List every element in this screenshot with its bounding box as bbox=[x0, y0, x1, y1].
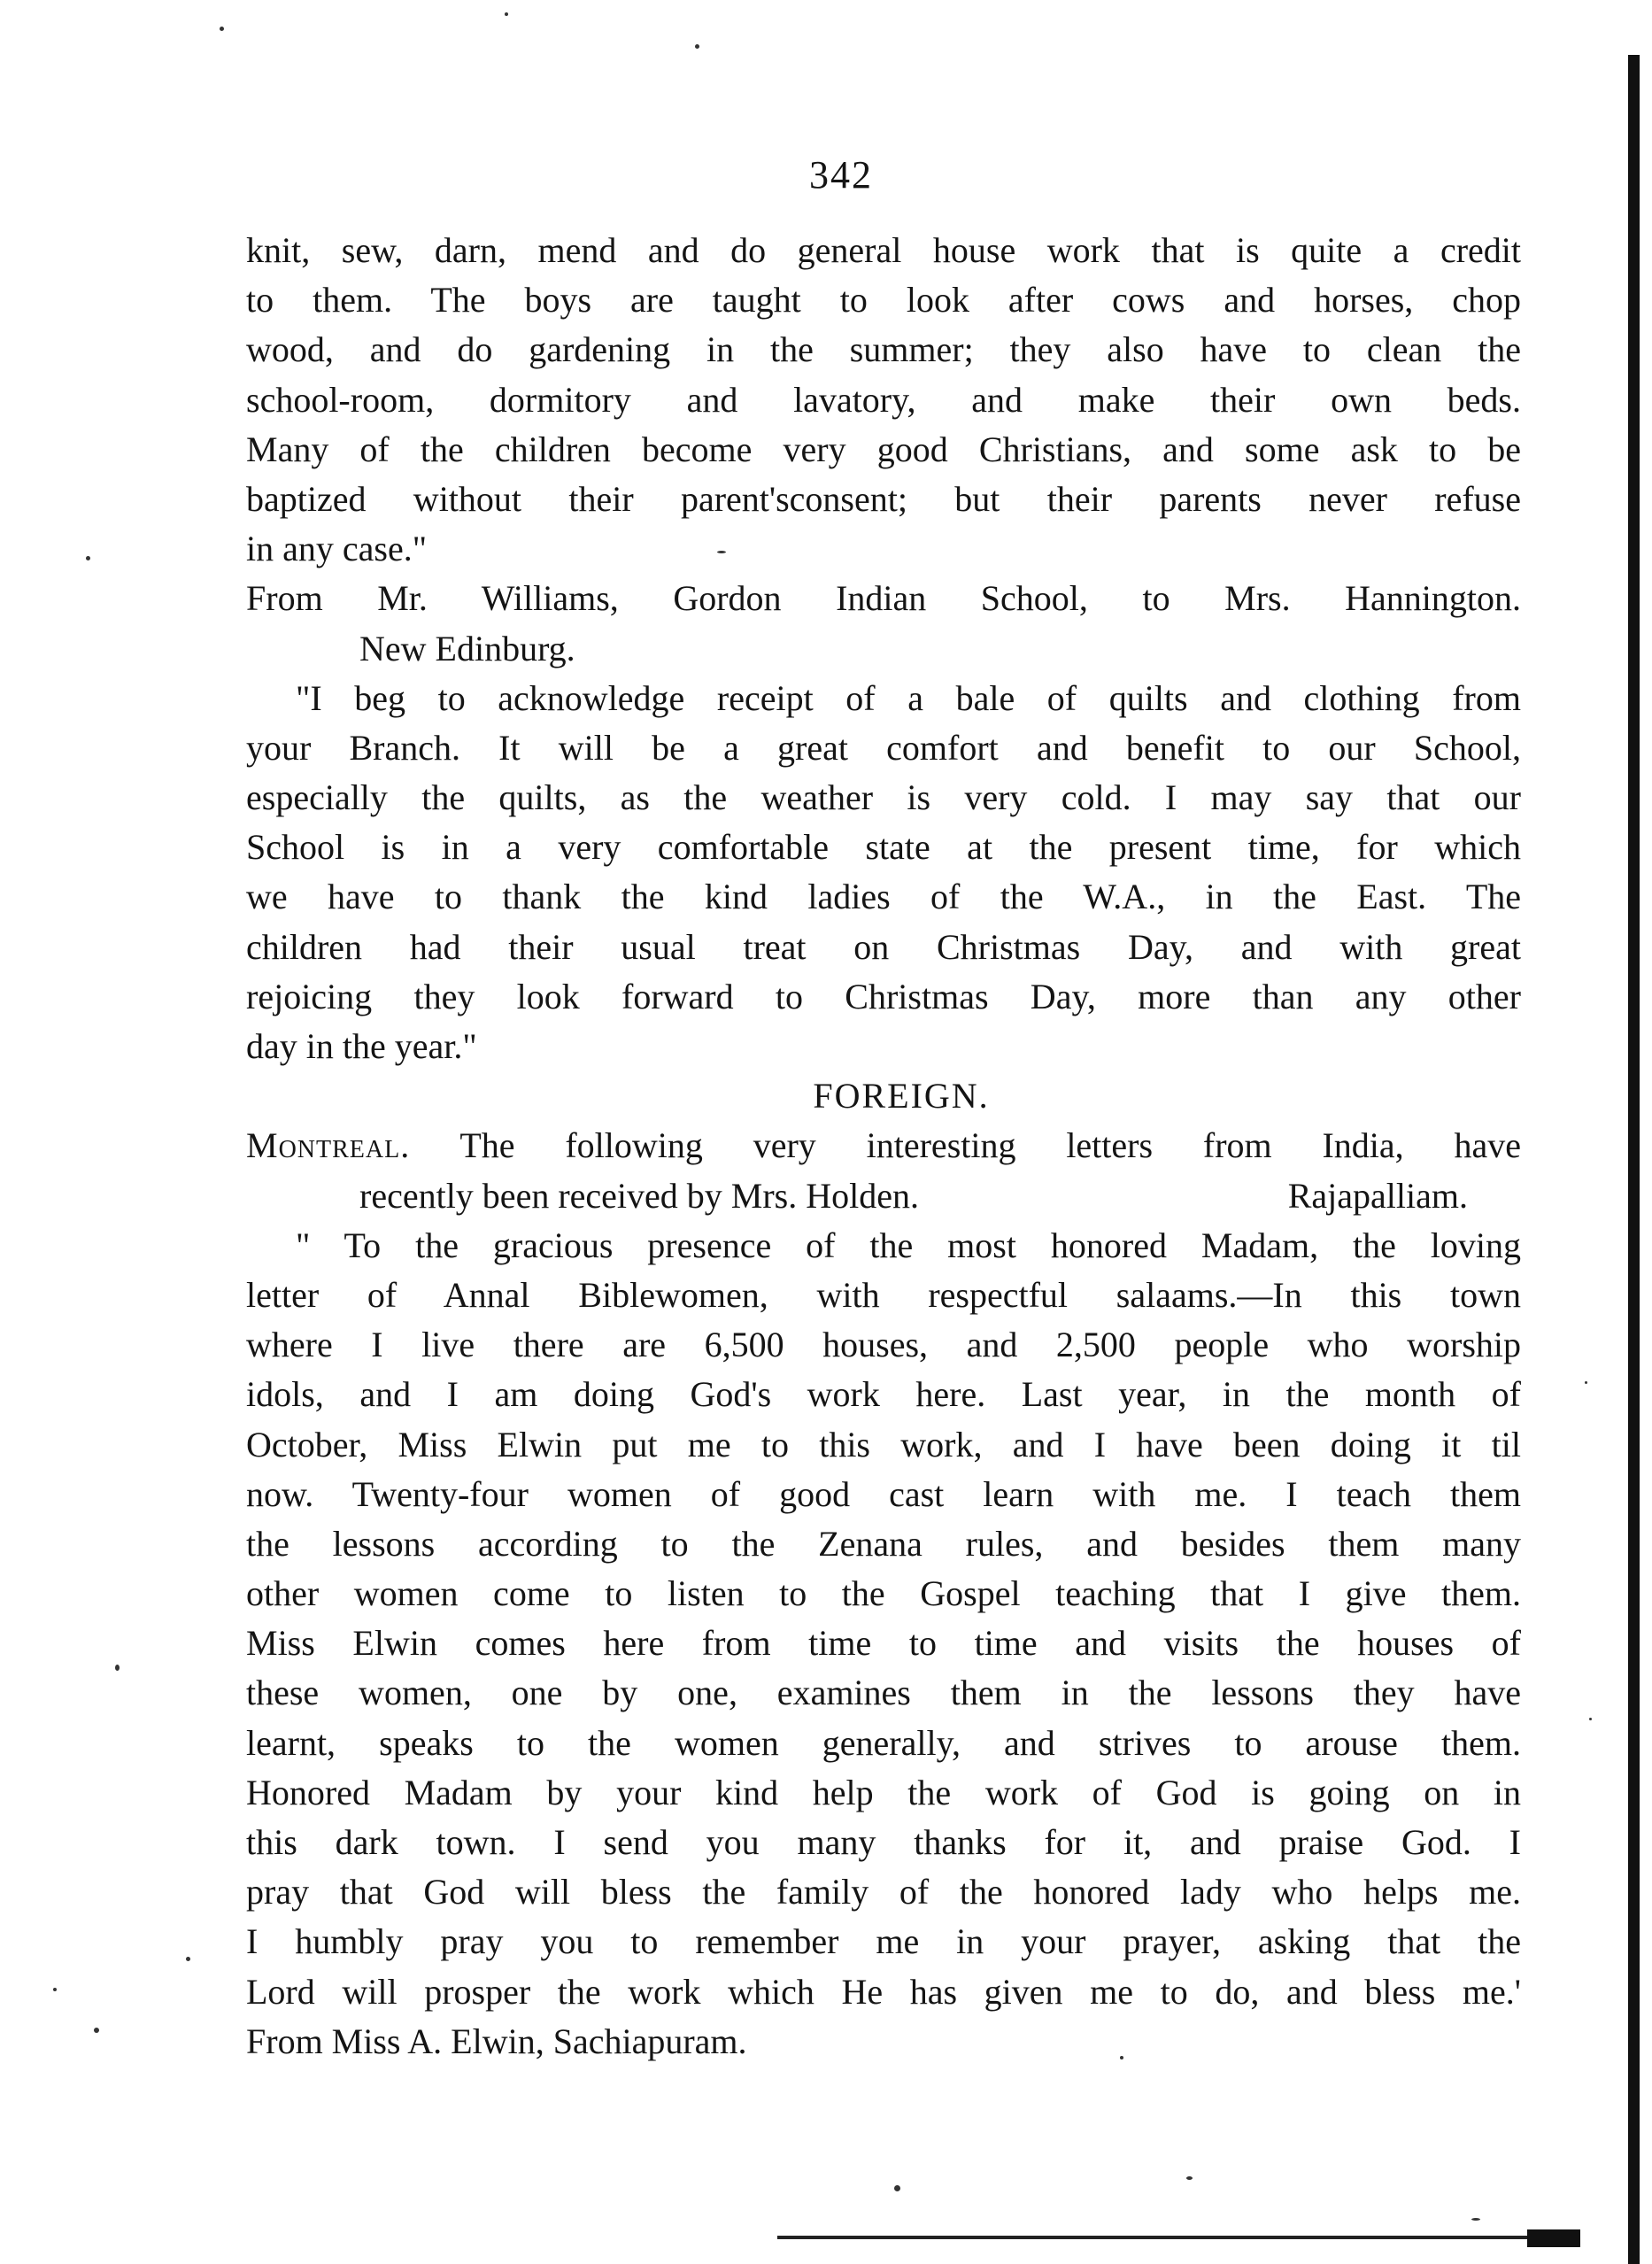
text-line bbox=[246, 1121, 1521, 1171]
text-line: pray that God will bless the family of the honored lady who helps me. bbox=[246, 1872, 1521, 1912]
scan-speck bbox=[505, 12, 508, 16]
scan-speck bbox=[186, 1957, 190, 1961]
scan-speck bbox=[894, 2185, 900, 2191]
text-line: now. Twenty-four women of good cast learn with me. I teach them bbox=[246, 1473, 1521, 1514]
text-line: knit, sew, darn, mend and do general house work that is quite a credit bbox=[246, 230, 1521, 270]
body-text bbox=[246, 226, 1521, 2067]
text-line: your Branch. It will be a great comfort and benefit to our School, bbox=[246, 727, 1521, 768]
text-line: school-room, dormitory and lavatory, and make their own beds. bbox=[246, 379, 1521, 420]
scan-speck bbox=[86, 556, 90, 560]
text-line: baptized without their parent'sconsent; but their parents never refuse bbox=[246, 478, 1521, 519]
text-span: The following very interesting letters from India, have bbox=[459, 1125, 1521, 1166]
text-line: I humbly pray you to remember me in your prayer, asking that the bbox=[246, 1921, 1521, 1962]
page-number: 342 bbox=[809, 153, 873, 197]
text-line: Miss Elwin comes here from time to time and visits the houses of bbox=[246, 1623, 1521, 1664]
scan-speck bbox=[115, 1665, 120, 1671]
text-line: day in the year." bbox=[246, 1026, 477, 1066]
text-line: to them. The boys are taught to look after cows and horses, chop bbox=[246, 280, 1521, 321]
text-line: " To the gracious presence of the most honored Madam, the loving bbox=[296, 1225, 1521, 1265]
bottom-rule-mark bbox=[1527, 2229, 1580, 2247]
text-line: idols, and I am doing God's work here. Last year, in the month of bbox=[246, 1374, 1521, 1415]
scan-speck bbox=[1120, 2056, 1123, 2059]
scan-speck bbox=[53, 1988, 57, 1991]
place-name-montreal: Montreal. bbox=[246, 1125, 411, 1166]
text-line: Honored Madam by your kind help the work of God is going on in bbox=[246, 1772, 1521, 1812]
scan-speck bbox=[1471, 2218, 1480, 2221]
text-line: From Miss A. Elwin, Sachiapuram. bbox=[246, 2021, 747, 2061]
scan-speck bbox=[717, 551, 726, 553]
scan-edge-bar bbox=[1628, 55, 1640, 2264]
scan-speck bbox=[1186, 2176, 1193, 2180]
text-line bbox=[246, 1171, 1521, 1221]
scan-speck bbox=[1589, 1718, 1592, 1720]
text-line: "I beg to acknowledge receipt of a bale of quilts and clothing from bbox=[296, 677, 1521, 718]
section-heading-foreign: FOREIGN. bbox=[813, 1076, 990, 1117]
bottom-rule bbox=[777, 2236, 1574, 2239]
letter-location: Rajapalliam. bbox=[1287, 1175, 1468, 1216]
scan-speck bbox=[94, 2028, 99, 2033]
text-line: Many of the children become very good Christians, and some ask to be bbox=[246, 429, 1521, 469]
scan-speck bbox=[220, 27, 224, 31]
text-line: other women come to listen to the Gospel teaching that I give them. bbox=[246, 1573, 1521, 1614]
letter-location: New Edinburg. bbox=[359, 628, 575, 668]
text-line: where I live there are 6,500 houses, and 2,500 people who worship bbox=[246, 1325, 1521, 1365]
text-line: letter of Annal Biblewomen, with respectful salaams.—In this town bbox=[246, 1274, 1521, 1315]
text-line: children had their usual treat on Christmas Day, and with great bbox=[246, 926, 1521, 967]
text-line: especially the quilts, as the weather is very cold. I may say that our bbox=[246, 777, 1521, 818]
text-line: Lord will prosper the work which He has given me to do, and bless me.' bbox=[246, 1971, 1521, 2012]
scan-speck bbox=[1585, 1381, 1587, 1384]
letter-heading-williams: From Mr. Williams, Gordon Indian School, to Mrs. Hannington. bbox=[246, 578, 1521, 619]
text-line: rejoicing they look forward to Christmas Day, more than any other bbox=[246, 976, 1521, 1016]
text-line: School is in a very comfortable state at the present time, for which bbox=[246, 827, 1521, 868]
text-line: learnt, speaks to the women generally, and strives to arouse them. bbox=[246, 1722, 1521, 1763]
text-span: recently been received by Mrs. Holden. bbox=[359, 1175, 919, 1216]
text-line: this dark town. I send you many thanks for it, and praise God. I bbox=[246, 1822, 1521, 1862]
text-line: October, Miss Elwin put me to this work, and I have been doing it til bbox=[246, 1424, 1521, 1464]
text-line: in any case." bbox=[246, 529, 428, 569]
scan-speck bbox=[695, 44, 699, 49]
text-line: the lessons according to the Zenana rules, and besides them many bbox=[246, 1523, 1521, 1564]
text-line: wood, and do gardening in the summer; they also have to clean the bbox=[246, 329, 1521, 370]
text-line: these women, one by one, examines them in the lessons they have bbox=[246, 1673, 1521, 1713]
text-line: we have to thank the kind ladies of the W.A., in the East. The bbox=[246, 877, 1521, 917]
